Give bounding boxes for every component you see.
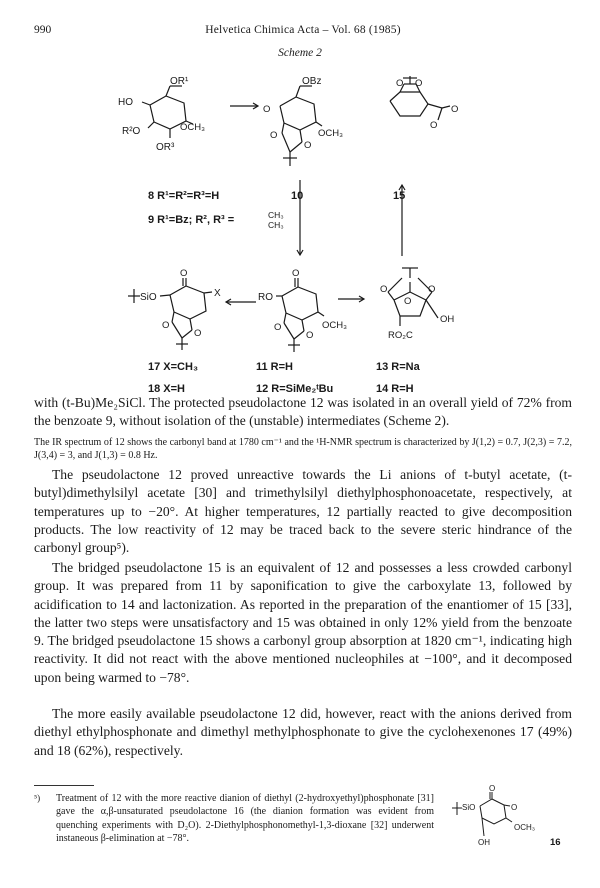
c15-o-2: O bbox=[415, 78, 423, 89]
scheme-title: Scheme 2 bbox=[278, 47, 322, 59]
c11-o-right: O bbox=[306, 330, 314, 341]
fig16-o-ring: O bbox=[511, 803, 518, 812]
def-17: 17 X=CH₃ bbox=[148, 361, 199, 373]
paragraph-1: with (t-Bu)Me₂SiCl. The protected pseudolactone 12 was isolated in an overall yield of 72% from the benzoate 9, without isolation of the (unstable) intermediates (Scheme 2). bbox=[34, 395, 572, 429]
c10-obz-label: OBz bbox=[302, 76, 322, 87]
fig16-o-top: O bbox=[489, 784, 496, 793]
c8-or1-label: OR¹ bbox=[170, 76, 189, 87]
def-9-ch3-b: CH₃ bbox=[268, 220, 284, 230]
running-title: Helvetica Chimica Acta – Vol. 68 (1985) bbox=[205, 24, 401, 36]
def-8: 8 R¹=R²=R³=H bbox=[148, 190, 220, 202]
c10-och3-label: OCH₃ bbox=[318, 128, 343, 139]
c15-o-4: O bbox=[451, 104, 459, 115]
c17-tsio-label: SiO bbox=[140, 292, 157, 303]
footnote-mark: ⁵) bbox=[34, 793, 41, 803]
c11-ro-label: RO bbox=[258, 292, 273, 303]
page-number: 990 bbox=[34, 24, 52, 36]
c10-o-right: O bbox=[304, 140, 312, 151]
fig16-number: 16 bbox=[550, 837, 561, 848]
def-12: 12 R=SiMe₂ᵗBu bbox=[256, 383, 334, 395]
c8-ho-label: HO bbox=[118, 97, 133, 108]
def-9: 9 R¹=Bz; R², R³ = bbox=[148, 214, 235, 226]
c15-o-3: O bbox=[430, 120, 438, 131]
def-14: 14 R=H bbox=[376, 383, 414, 395]
c11-o-left: O bbox=[274, 322, 282, 333]
c17-o-left: O bbox=[162, 320, 170, 331]
c11-och3-label: OCH₃ bbox=[322, 320, 347, 331]
c13-oh-label: OH bbox=[440, 314, 455, 325]
reaction-scheme bbox=[0, 58, 600, 395]
def-18: 18 X=H bbox=[148, 383, 185, 395]
page-header bbox=[34, 24, 572, 40]
c13-ro2c-label: RO₂C bbox=[388, 330, 413, 341]
footnote-text: Treatment of 12 with the more reactive dianion of diethyl (2-hydroxyethyl)phosphonate [31] gave the α,β-unsaturated pseudolactone 16 (the dianion formation was evident from quenching experiments with D₂O). 2-Diethylphosphonomethyl-1,3-dioxane [32] underwent instaneous β-elimination at −78°. bbox=[56, 793, 434, 845]
ir-nmr-note: The IR spectrum of 12 shows the carbonyl band at 1780 cm⁻¹ and the ¹H-NMR spectrum is characterized by J(1,2) = 0.7, J(2,3) = 7.2, J(3,4) = 3, and J(1,3) = 0.8 Hz. bbox=[34, 437, 572, 461]
c15-o-1: O bbox=[396, 78, 404, 89]
c8-r2o-label: R²O bbox=[122, 126, 141, 137]
c17-o-right: O bbox=[194, 328, 202, 339]
c8-or3-label: OR³ bbox=[156, 142, 175, 153]
compound-15-number: 15 bbox=[393, 190, 406, 202]
footnote-5 bbox=[34, 792, 434, 846]
compound-10-number: 10 bbox=[291, 190, 304, 202]
fig16-och3: OCH₃ bbox=[514, 823, 536, 832]
footnote-rule bbox=[34, 785, 94, 786]
paragraph-3: The bridged pseudolactone 15 is an equivalent of 12 and possesses a less crowded carbonyl group. It was prepared from 11 by saponification to give the carboxylate 13, followed by acidification to 14 and lactonization. As reported in the preparation of the enantiomer of 15 [33], the latter two steps were unsatisfactory and 15 was obtained in only 12% yield from the benzoate 9. The bridged pseudolactone 15 shows a carbonyl group absorption at 1820 cm⁻¹, indicating high reactivity. It did not react with the above mentioned nucleophiles at −100°, and it decomposed upon being warmed to −78°. bbox=[34, 560, 572, 685]
c10-o-left: O bbox=[270, 130, 278, 141]
def-11: 11 R=H bbox=[256, 361, 293, 373]
paragraph-2: The pseudolactone 12 proved unreactive towards the Li anions of t-butyl acetate, (t-butyl)dimethylsilyl acetate [30] and trimethylsilyl diethylphosphonoacetate, respectively, at temperatures up to −20°. At higher temperatures, 12 partially reacted to give decomposition products. The low reactivity of 12 may be traced back to the severe steric hindrance of the carbonyl group⁵). bbox=[34, 467, 572, 556]
c13-o-right: O bbox=[428, 284, 436, 295]
c10-o-ring: O bbox=[263, 104, 271, 115]
paragraph-4: The more easily available pseudolactone 12 did, however, react with the anions derived from diethyl ethylphosphonate and dimethyl methylphosphonate to give the cyclohexenones 17 (49%) and 18 (62%), respectively. bbox=[34, 706, 572, 758]
c8-och3-label: OCH₃ bbox=[180, 122, 205, 133]
def-13: 13 R=Na bbox=[376, 361, 420, 373]
def-9-ch3-a: CH₃ bbox=[268, 210, 284, 220]
c17-x-label: X bbox=[214, 288, 221, 299]
c17-o-carbonyl: O bbox=[180, 268, 188, 279]
c11-o-carbonyl: O bbox=[292, 268, 300, 279]
fig16-sio: SiO bbox=[462, 803, 476, 812]
fig16-oh: OH bbox=[478, 838, 490, 847]
c13-o-left: O bbox=[380, 284, 388, 295]
c13-o-ring: O bbox=[404, 296, 412, 307]
compound-16-structure bbox=[440, 786, 574, 864]
